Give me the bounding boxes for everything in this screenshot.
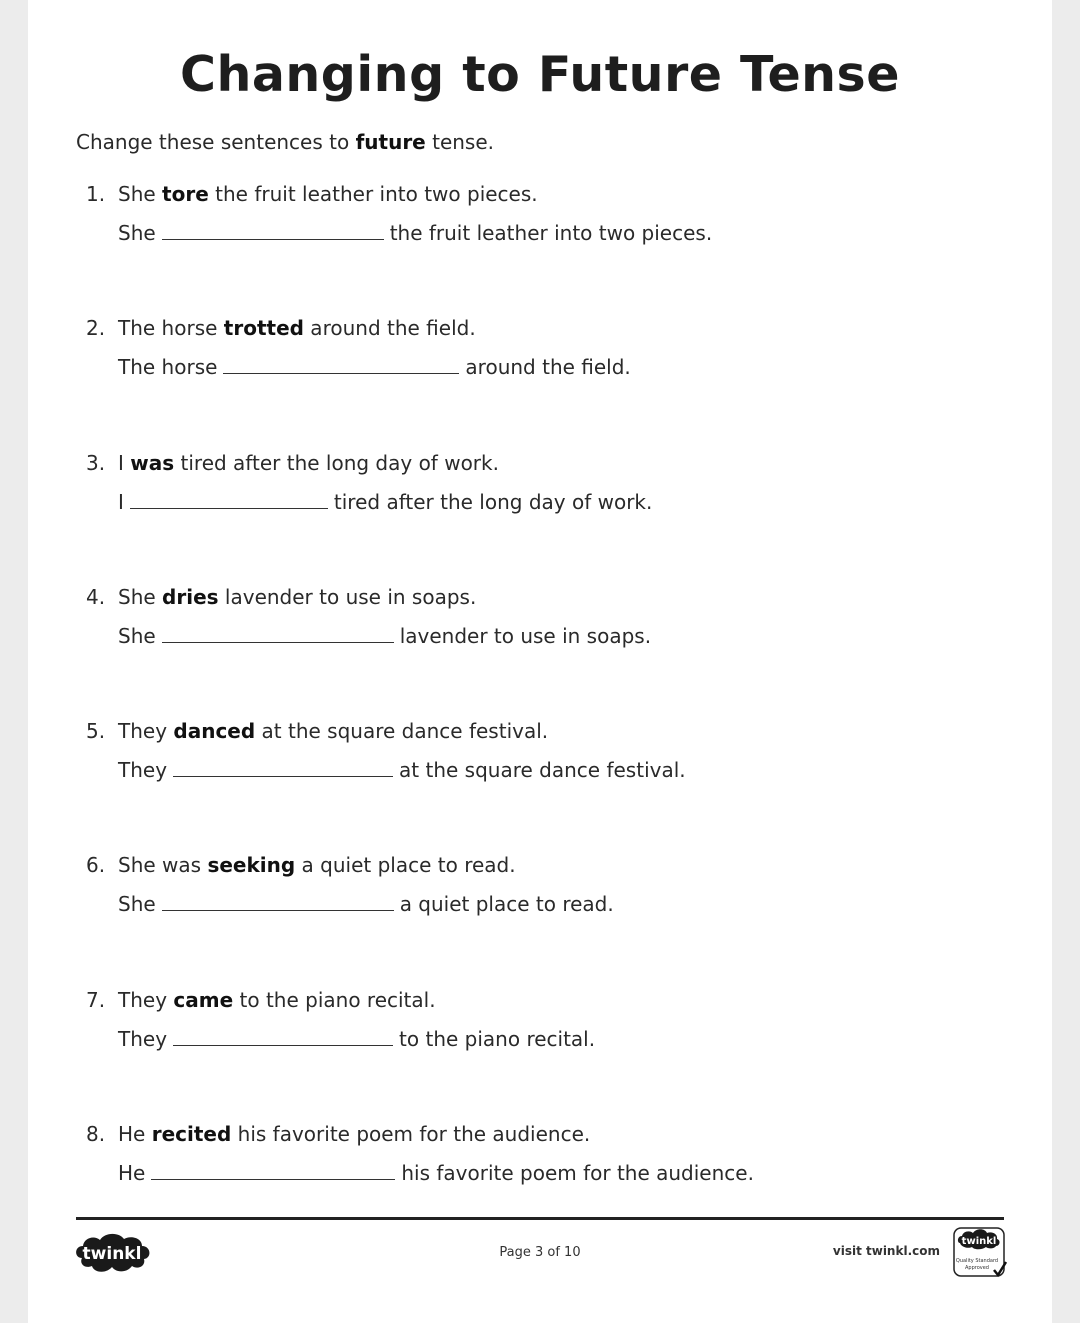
question-number: 8. <box>86 1122 106 1146</box>
page-number: Page 3 of 10 <box>499 1245 581 1260</box>
quality-badge-icon <box>952 1226 1008 1280</box>
past-verb: came <box>173 988 234 1012</box>
page-title: Changing to Future Tense <box>180 46 900 103</box>
answer-line: She the fruit leather into two pieces. <box>118 221 713 245</box>
instructions-bold: future <box>355 130 426 154</box>
answer-blank[interactable] <box>162 221 384 240</box>
question-sentence: 2. The horse trotted around the field. <box>86 316 476 340</box>
question-sentence: 8. He recited his favorite poem for the audience. <box>86 1122 591 1146</box>
question-number: 3. <box>86 451 106 475</box>
answer-line: They to the piano recital. <box>118 1027 596 1051</box>
past-verb: danced <box>173 719 256 743</box>
past-verb: trotted <box>223 316 304 340</box>
past-verb: was <box>130 451 175 475</box>
past-verb: seeking <box>207 853 296 877</box>
question-number: 7. <box>86 988 106 1012</box>
answer-line: I tired after the long day of work. <box>118 490 653 514</box>
answer-blank[interactable] <box>151 1161 395 1180</box>
question-sentence: 3. I was tired after the long day of work. <box>86 451 499 475</box>
instructions-post: tense. <box>425 130 495 154</box>
footer-divider <box>76 1217 1004 1220</box>
question-number: 5. <box>86 719 106 743</box>
answer-blank[interactable] <box>162 624 394 643</box>
answer-blank[interactable] <box>223 355 459 374</box>
past-verb: dries <box>162 585 219 609</box>
svg-text:Quality Standard: Quality Standard <box>955 1258 999 1264</box>
past-verb: recited <box>151 1122 232 1146</box>
answer-line: The horse around the field. <box>118 355 631 379</box>
question-number: 4. <box>86 585 106 609</box>
visit-link[interactable]: visit twinkl.com <box>832 1244 940 1258</box>
svg-text:twinkl: twinkl <box>961 1236 997 1247</box>
question-sentence: 6. She was seeking a quiet place to read. <box>86 853 516 877</box>
logo-text: twinkl <box>82 1244 142 1264</box>
question-number: 2. <box>86 316 106 340</box>
answer-blank[interactable] <box>130 490 328 509</box>
answer-line: He his favorite poem for the audience. <box>118 1161 754 1185</box>
answer-blank[interactable] <box>162 892 394 911</box>
question-sentence: 5. They danced at the square dance festival. <box>86 719 549 743</box>
past-verb: tore <box>162 182 209 206</box>
instructions <box>76 130 494 154</box>
answer-blank[interactable] <box>173 758 393 777</box>
answer-line: She a quiet place to read. <box>118 892 614 916</box>
answer-blank[interactable] <box>173 1027 393 1046</box>
worksheet-page <box>28 0 1052 1323</box>
svg-text:Approved: Approved <box>965 1265 989 1271</box>
answer-line: She lavender to use in soaps. <box>118 624 652 648</box>
question-number: 6. <box>86 853 106 877</box>
question-sentence: 7. They came to the piano recital. <box>86 988 436 1012</box>
question-number: 1. <box>86 182 106 206</box>
instructions-pre: Change these sentences to <box>76 130 356 154</box>
question-sentence: 4. She dries lavender to use in soaps. <box>86 585 477 609</box>
question-sentence: 1. She tore the fruit leather into two pieces. <box>86 182 538 206</box>
answer-line: They at the square dance festival. <box>118 758 686 782</box>
